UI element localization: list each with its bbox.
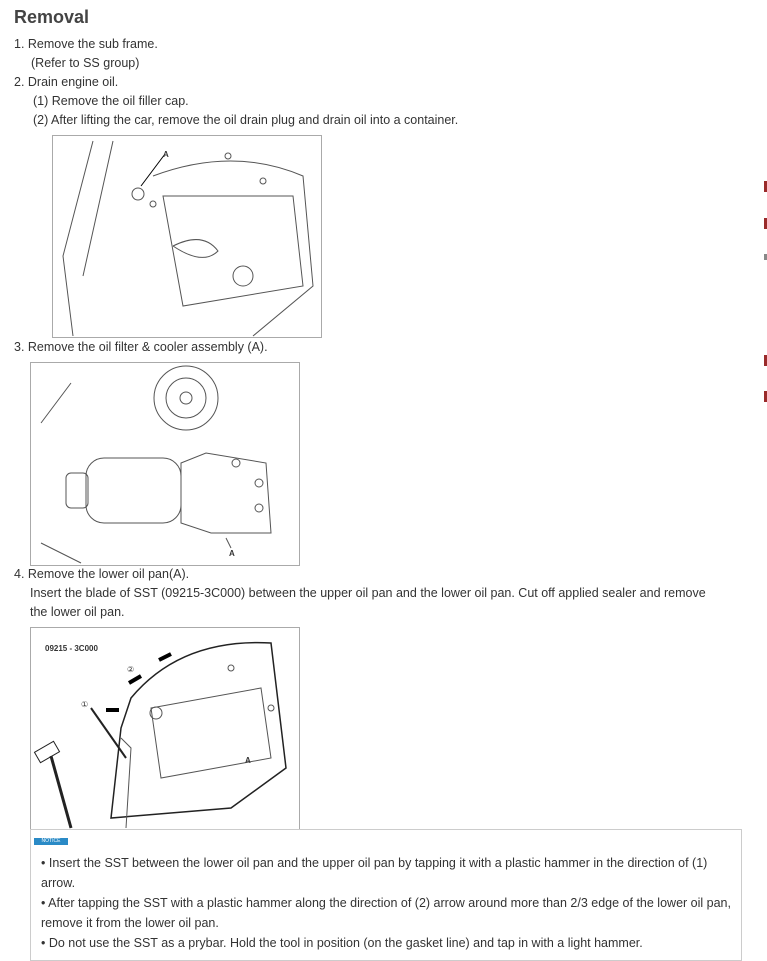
arrow-2-label: ② xyxy=(127,665,135,674)
step-4: 4. Remove the lower oil pan(A). xyxy=(14,567,190,581)
notice-text: Do not use the SST as a prybar. Hold the tool in position (on the gasket line) and tap in with a light hammer. xyxy=(48,936,643,950)
label-a: A xyxy=(245,756,251,765)
step-2-2: (2) After lifting the car, remove the oil drain plug and drain oil into a container. xyxy=(33,113,459,127)
step-3: 3. Remove the oil filter & cooler assembly (A). xyxy=(14,340,268,354)
step-1-ref: (Refer to SS group) xyxy=(31,56,140,70)
notice-item: • After tapping the SST with a plastic hammer along the direction of (2) arrow around more than 2/3 edge of the lower oil pan, remove it from the lower oil pan. xyxy=(41,896,731,930)
step-2: 2. Drain engine oil. xyxy=(14,75,119,89)
arrow-1-label: ① xyxy=(81,700,89,709)
step-4-desc-2: the lower oil pan. xyxy=(30,605,125,619)
label-a: A xyxy=(163,150,169,159)
step-4-desc: Insert the blade of SST (09215-3C000) between the upper oil pan and the lower oil pan. Cut off applied sealer and remove xyxy=(30,586,706,600)
step-1: 1. Remove the sub frame. xyxy=(14,37,158,51)
notice-box xyxy=(30,829,742,961)
lower-oil-pan-illustration xyxy=(30,627,300,830)
oil-filter-illustration xyxy=(30,362,300,566)
notice-text: Insert the SST between the lower oil pan and the upper oil pan by tapping it with a plastic hammer in the direction of (1) arrow. xyxy=(41,856,708,890)
oil-drain-illustration xyxy=(52,135,322,338)
notice-badge: NOTICE xyxy=(34,838,68,845)
step-2-1: (1) Remove the oil filler cap. xyxy=(33,94,189,108)
notice-item: • Insert the SST between the lower oil pan and the upper oil pan by tapping it with a plastic hammer in the direction of (1) arrow. xyxy=(41,856,708,890)
page-title: Removal xyxy=(14,7,90,27)
notice-item: • Do not use the SST as a prybar. Hold the tool in position (on the gasket line) and tap in with a light hammer. xyxy=(41,936,643,950)
notice-text: After tapping the SST with a plastic hammer along the direction of (2) arrow around more than 2/3 edge of the lower oil pan, remove it from the lower oil pan. xyxy=(41,896,731,930)
label-a: A xyxy=(229,549,235,558)
sst-label: 09215 - 3C000 xyxy=(45,644,98,653)
